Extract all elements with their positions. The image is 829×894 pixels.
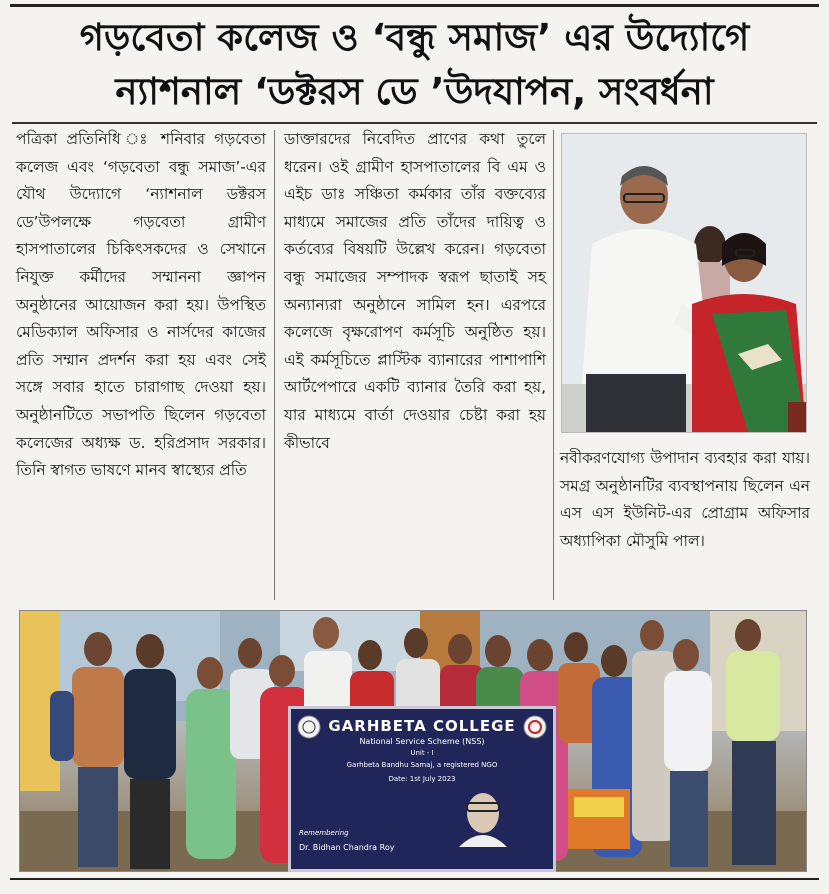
headline-line-2: ন্যাশনাল ‘ডক্টরস ডে ’উদযাপন, সংবর্ধনা: [115, 70, 714, 113]
column-divider: [553, 130, 554, 600]
banner-name: Dr. Bidhan Chandra Roy: [299, 843, 395, 852]
top-rule: [10, 4, 819, 7]
portrait-icon: [453, 787, 513, 847]
nss-logo-icon: [523, 715, 547, 739]
banner-org: Garhbeta Bandhu Samaj, a registered NGO: [346, 761, 498, 769]
banner-date: Date: 1st July 2023: [388, 775, 456, 783]
college-logo-icon: [297, 715, 321, 739]
banner-subtitle: National Service Scheme (NSS): [359, 737, 485, 746]
article-text-col1: পত্রিকা প্রতিনিধি ঃ শনিবার গড়বেতা কলেজ এবং ‘গড়বেতা বন্ধু সমাজ’-এর যৌথ উদ্যোগে ‘ন্যাশনাল ডক্টরস ডে’উপলক্ষে গড়বেতা গ্রামীণ হাসপাতালের চিকিৎসকদের ও সেখানে নিযুক্ত কর্মীদের সম্মাননা জ্ঞাপন অনুষ্ঠানের আয়োজন করা হয়। উপস্থিত মেডিক্যাল অফিসার ও নার্সদের কাজের প্রতি সম্মান প্রদর্শন করা হয় এবং সেই সঙ্গে সবার হাতে চারাগাছ দেওয়া হয়। অনুষ্ঠানটিতে সভাপতি ছিলেন গড়বেতা কলেজের অধ্যক্ষ ড. হরিপ্রসাদ সরকার। তিনি স্বাগত ভাষণে মানব স্বাস্থ্যের প্রতি: [16, 130, 266, 480]
nss-banner: [288, 706, 556, 872]
article-column-1: [16, 126, 266, 485]
article-text-col2: ডাক্তারদের নিবেদিত প্রাণের কথা তুলে ধরেন। ওই গ্রামীণ হাসপাতালের বি এম ও এইচ ডাঃ সঞ্চিতা কর্মকার তাঁর বক্তব্যের মাধ্যমে সমাজের প্রতি তাঁদের দায়িত্ব ও কর্তব্যের বিষয়টি উল্লেখ করেন। গড়বেতা বন্ধু সমাজের সম্পাদক স্বরূপ ছাতাই সহ অন্যান্যরা অনুষ্ঠানে সামিল হন। এরপরে কলেজে বৃক্ষরোপণ কর্মসূচি অনুষ্ঠিত হয়। এই কর্মসূচিতে প্লাস্টিক ব্যানারের পাশাপাশি আর্টপেপারে একটি ব্যানার তৈরি করা হয়, যার মাধ্যমে বার্তা দেওয়ার চেষ্টা করা হয় কীভাবে: [284, 130, 546, 452]
banner-title: GARHBETA COLLEGE: [328, 717, 516, 735]
column-divider: [274, 130, 275, 600]
headline-line-1: গড়বেতা কলেজ ও ‘বন্ধু সমাজ’ এর উদ্যোগে: [79, 16, 750, 59]
felicitation-photo: [561, 133, 807, 433]
article-column-2: [284, 126, 546, 457]
article-text-col3: নবীকরণযোগ্য উপাদান ব্যবহার করা যায়। সমগ্র অনুষ্ঠানটির ব্যবস্থাপনায় ছিলেন এন এস এস ইউনিট-এর প্রোগ্রাম অফিসার অধ্যাপিকা মৌসুমি পাল।: [560, 449, 810, 550]
banner-unit: Unit - I: [410, 749, 434, 757]
banner-remembering: Remembering: [299, 829, 349, 837]
bottom-rule: [10, 878, 819, 880]
headline-rule: [12, 122, 817, 124]
felicitation-illustration: [562, 134, 806, 432]
article-column-3: [560, 445, 810, 555]
